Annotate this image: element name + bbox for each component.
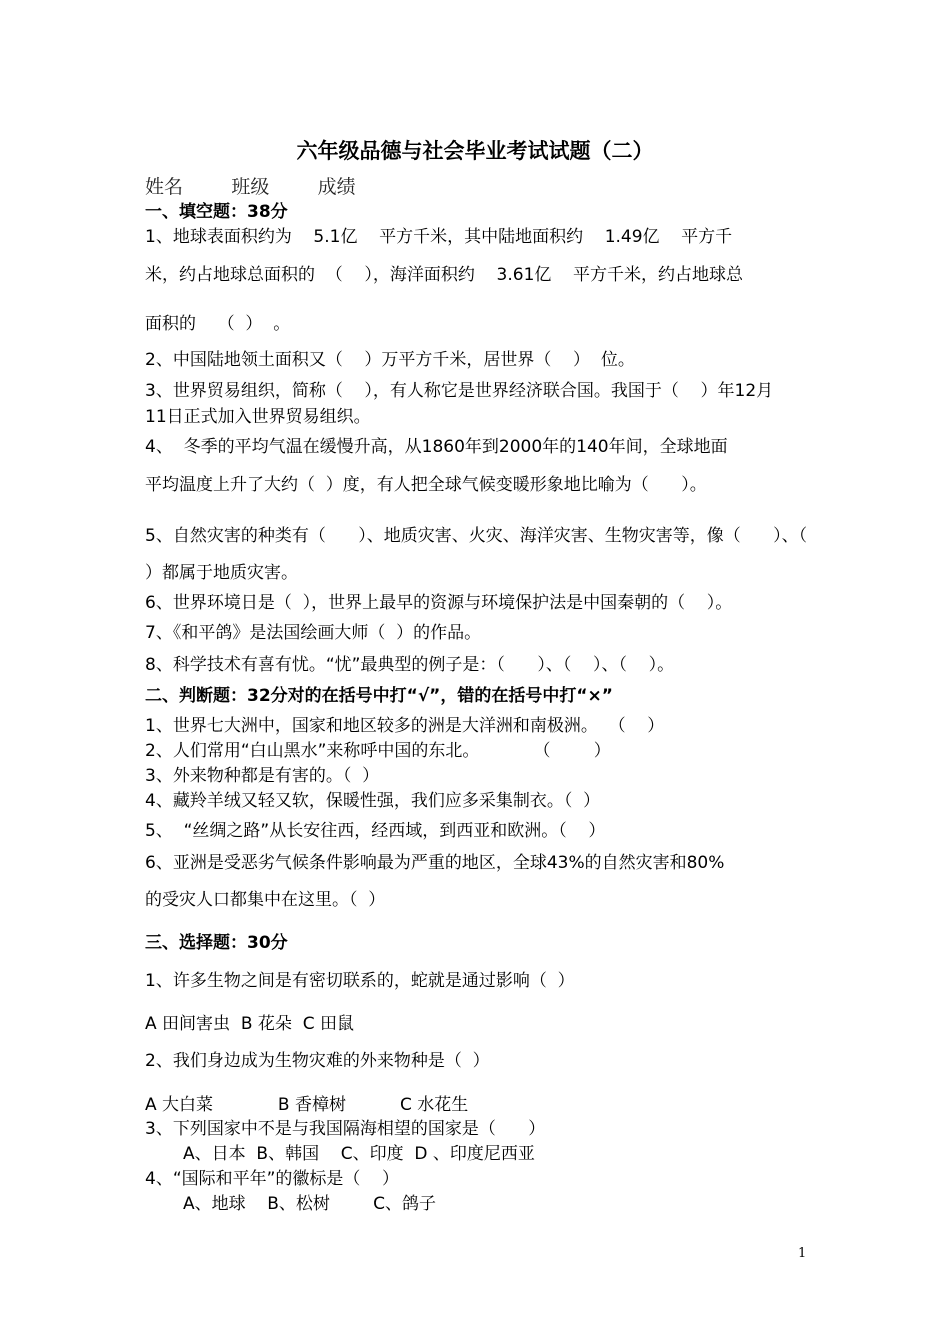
choice-q4-options: A、地球 B、松树 C、鸽子 [183, 1194, 437, 1214]
section-heading-judge: 二、判断题：32分对的在括号中打“√”，错的在括号中打“×” [145, 686, 613, 706]
judge-q2: 2、人们常用“白山黑水”来称呼中国的东北。 （ ） [145, 741, 611, 761]
choice-q2-options: A 大白菜 B 香樟树 C 水花生 [145, 1095, 469, 1115]
fill-q5-line1: 5、自然灾害的种类有（ ）、地质灾害、火灾、海洋灾害、生物灾害等，像（ ）、（ [145, 526, 808, 546]
section-heading-choice: 三、选择题：30分 [145, 933, 288, 953]
fill-q3-line1: 3、世界贸易组织，简称（ ），有人称它是世界经济联合国。我国于（ ）年12月 [145, 381, 774, 401]
fill-q1-line2: 米，约占地球总面积的 （ ），海洋面积约 3.61亿 平方千米，约占地球总 [145, 265, 744, 285]
choice-q3-options: A、日本 B、韩国 C、印度 D 、印度尼西亚 [183, 1144, 535, 1164]
fill-q6: 6、世界环境日是（ ），世界上最早的资源与环境保护法是中国秦朝的（ ）。 [145, 593, 733, 613]
fill-q7: 7、《和平鸽》是法国绘画大师（ ）的作品。 [145, 623, 482, 643]
exam-title: 六年级品德与社会毕业考试试题（二） [296, 139, 654, 163]
choice-q1-options: A 田间害虫 B 花朵 C 田鼠 [145, 1014, 354, 1034]
judge-q6-line2: 的受灾人口都集中在这里。（ ） [145, 890, 386, 910]
choice-q3: 3、下列国家中不是与我国隔海相望的国家是（ ） [145, 1119, 546, 1139]
fill-q2: 2、中国陆地领土面积又（ ）万平方千米，居世界（ ） 位。 [145, 350, 635, 370]
fill-q4-line1: 4、 冬季的平均气温在缓慢升高，从1860年到2000年的140年间，全球地面 [145, 437, 728, 457]
judge-q6-line1: 6、亚洲是受恶劣气候条件影响最为严重的地区，全球43%的自然灾害和80% [145, 853, 725, 873]
fill-q1-line1: 1、地球表面积约为 5.1亿 平方千米，其中陆地面积约 1.49亿 平方千 [145, 227, 733, 247]
judge-q3: 3、外来物种都是有害的。（ ） [145, 766, 380, 786]
page-number: 1 [798, 1246, 807, 1261]
fill-q1-line3: 面积的 （ ） 。 [145, 314, 291, 334]
fill-q4-line2: 平均温度上升了大约（ ）度，有人把全球气候变暖形象地比喻为（ ）。 [145, 475, 707, 495]
student-info-line: 姓名 班级 成绩 [145, 176, 356, 198]
section-heading-fill: 一、填空题：38分 [145, 202, 288, 222]
judge-q4: 4、藏羚羊绒又轻又软，保暖性强，我们应多采集制衣。（ ） [145, 791, 601, 811]
judge-q1: 1、世界七大洲中，国家和地区较多的洲是大洋洲和南极洲。 （ ） [145, 716, 665, 736]
fill-q5-line2: ）都属于地质灾害。 [145, 563, 298, 583]
choice-q1: 1、许多生物之间是有密切联系的，蛇就是通过影响（ ） [145, 971, 575, 991]
fill-q8: 8、科学技术有喜有忧。“忧”最典型的例子是：（ ）、（ ）、（ ）。 [145, 655, 675, 675]
choice-q4: 4、“国际和平年”的徽标是（ ） [145, 1169, 400, 1189]
judge-q5: 5、 “丝绸之路”从长安往西，经西域，到西亚和欧洲。（ ） [145, 821, 606, 841]
fill-q3-line2: 11日正式加入世界贸易组织。 [145, 407, 371, 427]
choice-q2: 2、我们身边成为生物灾难的外来物种是（ ） [145, 1051, 490, 1071]
